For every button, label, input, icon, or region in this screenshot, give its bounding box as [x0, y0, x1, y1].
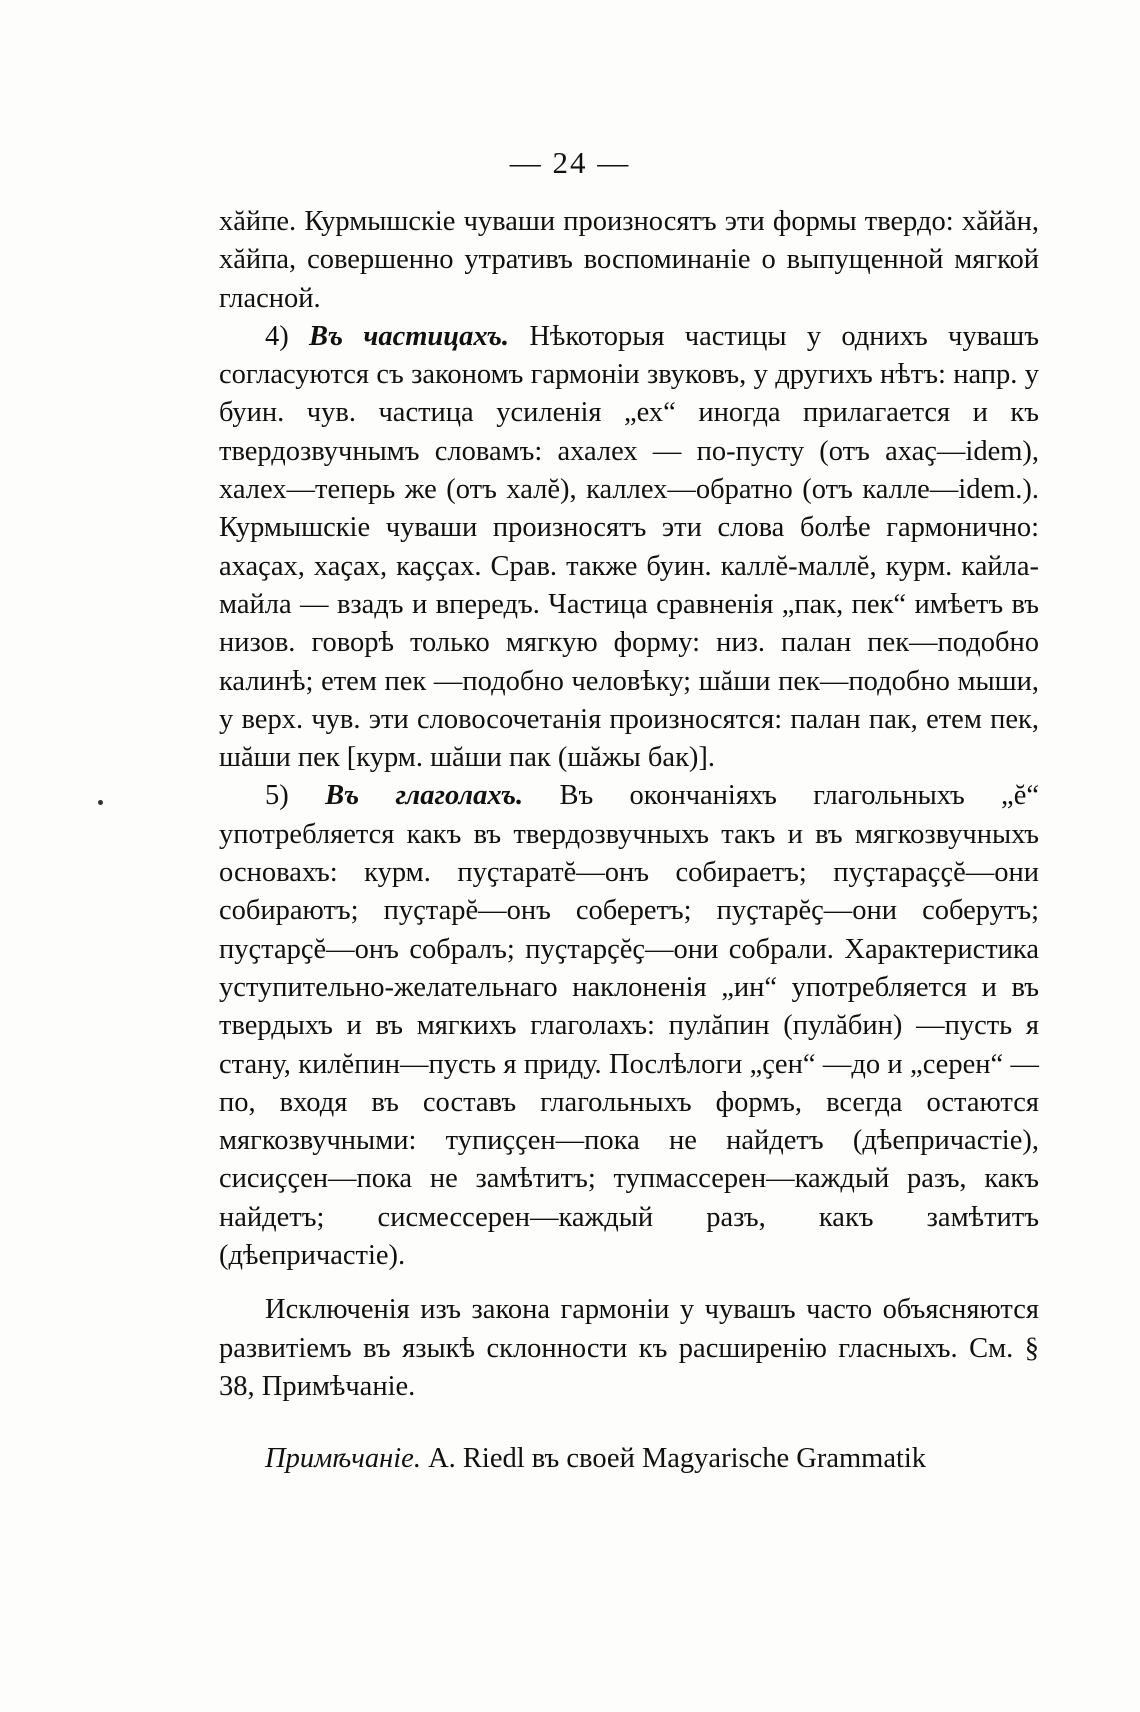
footnote [219, 1440, 1039, 1478]
section-heading: Въ частицахъ. [309, 320, 510, 352]
section-heading: Въ глаголахъ. [325, 780, 524, 812]
paragraph-text: Въ окончанiяхъ глагольныхъ „ĕ“ употребляется какъ въ твердозвучныхъ такъ и въ мягкозвучныхъ основахъ: курм. пуҫтаратĕ—онъ собираетъ; пуҫтараҫҫĕ—они собираютъ; пуҫтарĕ—онъ соберетъ; пуҫтарĕҫ—они соберутъ; пуҫтарҫĕ—онъ собралъ; пуҫтарҫĕҫ—они собрали. Характеристика уступительно-желательнаго наклоненiя „ин“ употребляется и въ твердыхъ и въ мягкихъ глаголахъ: пулăпин (пулăбин) —пусть я стану, килĕпин—пусть я приду. Послѣлоги „ҫен“ —до и „серен“ — по, входя въ составъ глагольныхъ формъ, всегда остаются мягкозвучными: тупиҫҫен—пока не найдетъ (дѣепричастiе), сисиҫҫен—пока не замѣтитъ; тупмассерен—каждый разъ, какъ найдетъ; сисмессерен—каждый разъ, какъ замѣтитъ (дѣепричастiе). [219, 780, 1039, 1272]
paragraph-1 [219, 203, 1039, 318]
paragraph-text: Исключенiя изъ закона гармонiи у чувашъ часто объясняются развитiемъ въ языкѣ склонности къ расширенiю гласныхъ. См. § 38, Примѣчанiе. [219, 1294, 1039, 1402]
page-number: — 24 — [509, 145, 631, 180]
paragraph-exceptions [219, 1291, 1039, 1406]
section-number: 5) [265, 780, 326, 812]
paragraph-1-text: хăйпе. Курмышскiе чуваши произносятъ эти формы твердо: хăйăн, хăйпа, совершенно утративъ воспоминанiе о выпущенной мягкой гласной. [219, 206, 1039, 314]
paragraph-text: Нѣкоторыя частицы у однихъ чувашъ согласуются съ закономъ гармонiи звуковъ, у другихъ нѣтъ: напр. у буин. чув. частица усиленiя „ех“ иногда прилагается и къ твердозвучнымъ словамъ: ахалех — по-пусту (отъ ахаҫ—idem), халех—теперь же (отъ халĕ), каллех—обратно (отъ калле—idem.). Курмышскiе чуваши произносятъ эти слова болѣе гармонично: ахаҫах, хаҫах, каҫҫах. Срав. также буин. каллĕ-маллĕ, курм. кайла-майла — взадъ и впередъ. Частица сравненiя „пак, пек“ имѣетъ въ низов. говорѣ только мягкую форму: низ. палан пек—подобно калинѣ; етем пек —подобно человѣку; шăши пек—подобно мыши, у верх. чув. эти словосочетанiя произносятся: палан пак, етем пек, шăши пек [курм. шăши пак (шăжы бак)]. [219, 320, 1039, 774]
section-number: 4) [265, 320, 310, 352]
body-text [219, 203, 1039, 1479]
paragraph-particles [219, 318, 1039, 778]
note-heading: Примѣчанiе. [265, 1443, 421, 1475]
margin-mark [98, 800, 103, 805]
paragraph-verbs [219, 777, 1039, 1275]
note-text: A. Riedl въ своей Magyarische Grammatik [420, 1443, 927, 1475]
